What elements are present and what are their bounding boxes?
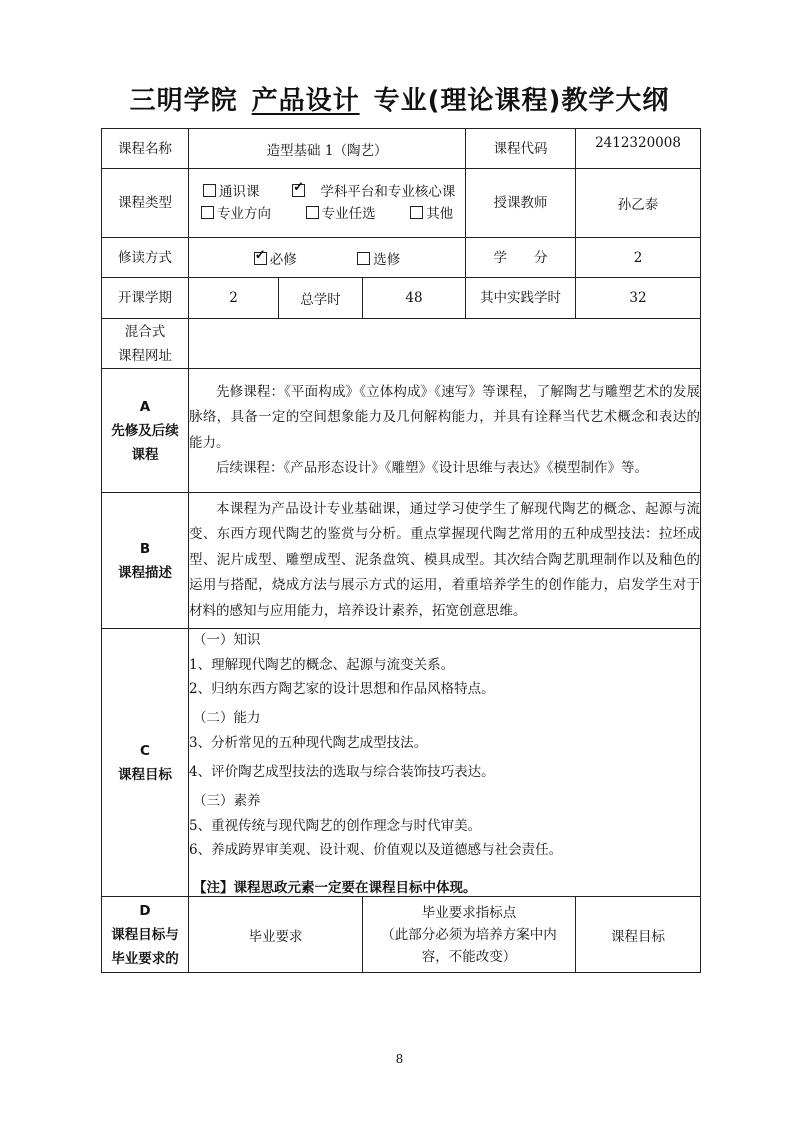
row-study-mode — [102, 238, 701, 278]
row-section-d — [102, 897, 701, 973]
page-number: 8 — [395, 1052, 404, 1066]
hybrid-url-value — [189, 319, 701, 369]
section-a-title-line1: 先修及后续 — [111, 422, 179, 439]
goal-item-6: 6、养成跨界审美观、设计观、价值观以及道德感与社会责任。 — [189, 842, 563, 858]
total-hours-label: 总学时 — [279, 278, 363, 319]
core-option-label: 学科平台和专业核心课 — [320, 184, 456, 200]
followup-text: 后续课程：《产品形态设计》《雕塑》《设计思维与表达》《模型制作》等。 — [216, 460, 648, 476]
core-checkbox[interactable] — [292, 184, 305, 197]
course-name-value: 造型基础 1（陶艺） — [189, 129, 466, 169]
knowledge-heading: （一）知识 — [193, 632, 261, 648]
other-checkbox[interactable] — [410, 206, 423, 219]
study-mode-options — [189, 238, 466, 278]
section-a-letter: A — [139, 398, 151, 415]
row-section-c — [102, 629, 701, 897]
section-b-title: 课程描述 — [118, 564, 172, 581]
optional-checkbox[interactable] — [357, 252, 370, 265]
section-c-content — [189, 629, 701, 897]
section-d-title-line1: 课程目标与 — [111, 926, 179, 943]
required-label: 必修 — [269, 251, 297, 268]
section-d-letter: D — [139, 902, 151, 919]
credit-value: 2 — [576, 238, 701, 278]
hybrid-label — [102, 319, 189, 369]
course-type-label: 课程类型 — [102, 169, 189, 238]
row-course-name — [102, 129, 701, 169]
required-checkbox[interactable] — [254, 252, 267, 265]
course-type-options — [189, 169, 466, 238]
elective-checkbox[interactable] — [306, 206, 319, 219]
general-checkbox[interactable] — [203, 184, 216, 197]
course-name-label: 课程名称 — [102, 129, 189, 169]
teacher-value: 孙乙泰 — [576, 169, 701, 238]
section-a-title-line2: 课程 — [131, 446, 159, 463]
hybrid-label-line2: 课程网址 — [118, 347, 172, 364]
optional-label: 选修 — [373, 251, 401, 268]
course-code-label: 课程代码 — [466, 129, 576, 169]
other-option-label: 其他 — [426, 206, 454, 222]
section-a-heading — [102, 369, 189, 493]
teacher-label: 授课教师 — [466, 169, 576, 238]
major-name: 产品设计 — [251, 86, 360, 116]
indicator-header-title: 毕业要求指标点 — [421, 904, 517, 921]
goal-item-5: 5、重视传统与现代陶艺的创作理念与时代审美。 — [189, 818, 482, 834]
indicator-header-note: （此部分必须为培养方案中内容，不能改变） — [381, 926, 557, 965]
course-description-text: 本课程为产品设计专业基础课，通过学习使学生了解现代陶艺的概念、起源与流变、东西方现代陶艺的鉴赏与分析。重点掌握现代陶艺常用的五种成型技法：拉坯成型、泥片成型、雕塑成型、泥条盘筑、模具成型。其次结合陶艺肌理制作以及釉色的运用与搭配，烧成方法与展示方式的运用，着重培养学生的创作能力，启发学生对于材料的感知与应用能力，培养设计素养，拓宽创意思维。 — [189, 500, 701, 619]
goal-item-1: 1、理解现代陶艺的概念、起源与流变关系。 — [189, 657, 455, 673]
ideology-note: 【注】课程思政元素一定要在课程目标中体现。 — [193, 880, 477, 896]
goal-item-3: 3、分析常见的五种现代陶艺成型技法。 — [189, 735, 428, 751]
graduation-requirement-header: 毕业要求 — [189, 897, 363, 973]
school-name: 三明学院 — [129, 86, 238, 116]
section-c-letter: C — [140, 742, 150, 759]
section-c-heading — [102, 629, 189, 897]
hybrid-label-line1: 混合式 — [124, 323, 166, 340]
row-hybrid — [102, 319, 701, 369]
elective-option-label: 专业任选 — [321, 206, 376, 222]
row-semester — [102, 278, 701, 319]
course-code-value: 2412320008 — [576, 129, 701, 169]
document-title — [0, 80, 799, 117]
general-option-label: 通识课 — [219, 184, 260, 200]
indicator-header — [363, 897, 576, 973]
section-d-heading — [102, 897, 189, 973]
section-b-content — [189, 493, 701, 629]
row-course-type — [102, 169, 701, 238]
credit-label: 学 分 — [466, 238, 576, 278]
section-a-content — [189, 369, 701, 493]
row-section-a — [102, 369, 701, 493]
quality-heading: （三）素养 — [193, 793, 261, 809]
study-mode-label: 修读方式 — [102, 238, 189, 278]
row-section-b — [102, 493, 701, 629]
direction-checkbox[interactable] — [201, 206, 214, 219]
practice-hours-value: 32 — [576, 278, 701, 319]
course-goal-header: 课程目标 — [576, 897, 701, 973]
total-hours-value: 48 — [363, 278, 466, 319]
section-c-title: 课程目标 — [118, 766, 172, 783]
section-d-title-line2: 毕业要求的 — [111, 950, 179, 967]
syllabus-table — [101, 128, 701, 973]
section-b-heading — [102, 493, 189, 629]
semester-label: 开课学期 — [102, 278, 189, 319]
title-suffix: 专业(理论课程)教学大纲 — [373, 86, 670, 116]
goal-item-2: 2、归纳东西方陶艺家的设计思想和作品风格特点。 — [189, 681, 495, 697]
prerequisite-text: 先修课程：《平面构成》《立体构成》《速写》等课程，了解陶艺与雕塑艺术的发展脉络，具备一定的空间想象能力及几何解构能力，并具有诠释当代艺术概念和表达的能力。 — [189, 383, 701, 451]
direction-option-label: 专业方向 — [217, 206, 271, 222]
practice-hours-label: 其中实践学时 — [466, 278, 576, 319]
semester-value: 2 — [189, 278, 279, 319]
goal-item-4: 4、评价陶艺成型技法的选取与综合装饰技巧表达。 — [189, 764, 495, 780]
ability-heading: （二）能力 — [193, 710, 261, 726]
section-b-letter: B — [139, 540, 151, 557]
